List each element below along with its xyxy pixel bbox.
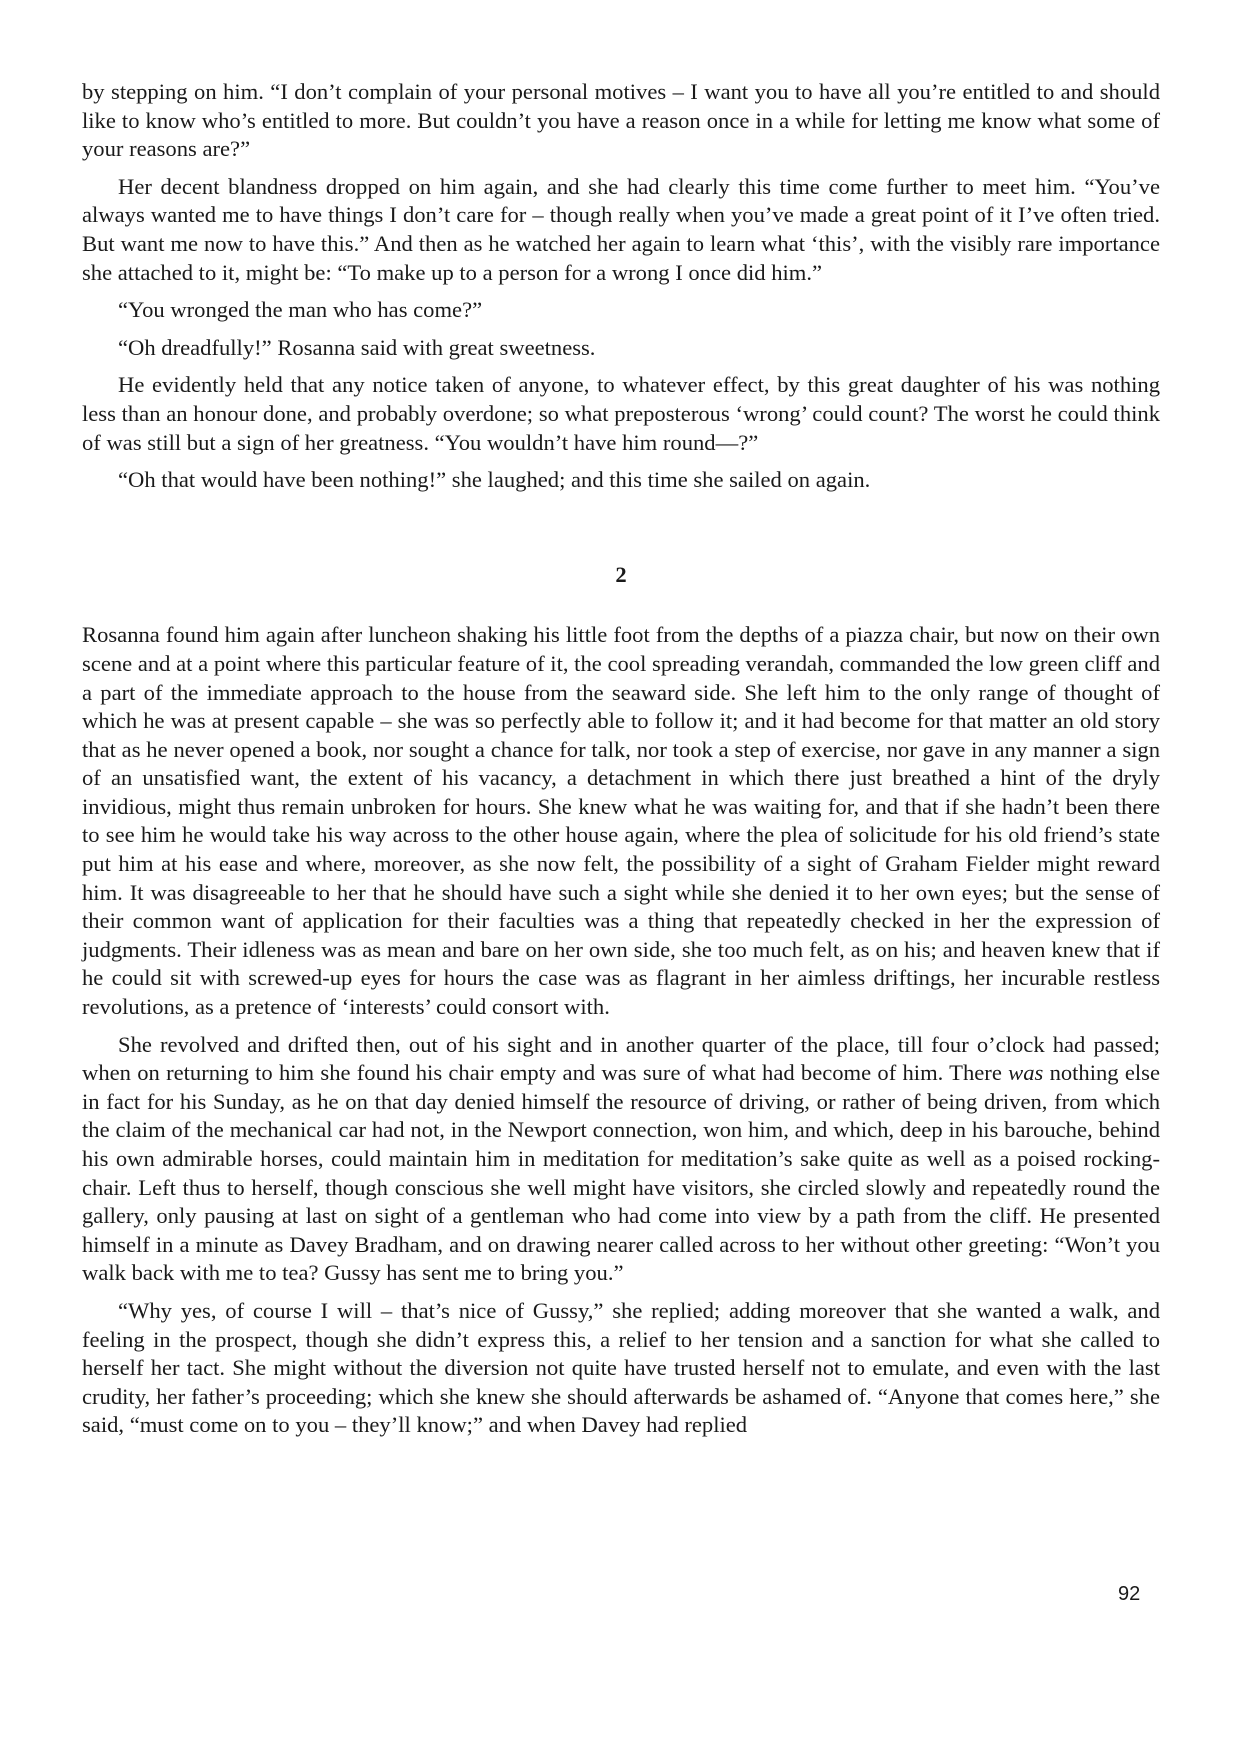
paragraph-8-before: She revolved and drifted then, out of his sight and in another quarter of the place, till four o’clock had passed; when on returning to him she found his chair empty and was sure of what had become of him. There [82,1031,1160,1086]
paragraph-4: “Oh dreadfully!” Rosanna said with great sweetness. [118,334,596,360]
paragraph-9: “Why yes, of course I will – that’s nice of Gussy,” she replied; adding moreover that she wanted a walk, and feeling in the prospect, though she didn’t express this, a relief to her tension and a sanction for what she called to herself her tact. She might without the diversion not quite have trusted herself not to emulate, and even with the last crudity, her father’s proceeding; which she knew she should afterwards be ashamed of. “Anyone that comes here,” she said, “must come on to you – they’ll know;” and when Davey had replied [82,1297,1160,1438]
paragraph-8 [82,1031,1160,1288]
chapter-heading: 2 [615,561,627,587]
paragraph-6: “Oh that would have been nothing!” she laughed; and this time she sailed on again. [118,467,871,493]
paragraph-7: Rosanna found him again after luncheon shaking his little foot from the depths of a piazza chair, but now on their own scene and at a point where this particular feature of it, the cool spreading verandah, commanded the low green cliff and a part of the immediate approach to the house from the seaward side. She left him to the only range of thought of which he was at present capable – she was so perfectly able to follow it; and it had become for that matter an old story that as he never opened a book, nor sought a chance for talk, nor took a step of exercise, nor gave in any manner a sign of an unsatisfied want, the extent of his vacancy, a detachment in which there just breathed a hint of the dryly invidious, might thus remain unbroken for hours. She knew what he was waiting for, and that if she hadn’t been there to see him he would take his way across to the other house again, where the plea of solicitude for his old friend’s state put him at his ease and where, moreover, as she now felt, the possibility of a sight of Graham Fielder might reward him. It was disagreeable to her that he should have such a sight while she denied it to her own eyes; but the sense of their common want of application for their faculties was a thing that repeatedly checked in her the expression of judgments. Their idleness was as mean and bare on her own side, she too much felt, as on his; and heaven knew that if he could sit with screwed-up eyes for hours the case was as flagrant in her aimless driftings, her incurable restless revolutions, as a pretence of ‘interests’ could consort with. [82,622,1160,1020]
paragraph-2: Her decent blandness dropped on him again, and she had clearly this time come further to meet him. “You’ve always wanted me to have things I don’t care for – though really when you’ve made a great point of it I’ve often tried. But want me now to have this.” And then as he watched her again to learn what ‘this’, with the visibly rare importance she attached to it, might be: “To make up to a person for a wrong I once did him.” [82,173,1160,285]
page-number: 92 [1118,1583,1141,1605]
page-body [82,78,1160,1449]
paragraph-1: by stepping on him. “I don’t complain of your personal motives – I want you to have all you’re entitled to and should like to know who’s entitled to more. But couldn’t you have a reason once in a while for letting me know what some of your reasons are?” [82,79,1160,162]
paragraph-8-after: nothing else in fact for his Sunday, as he on that day denied himself the resource of driving, or rather of being driven, from which the claim of the mechanical car had not, in the Newport connection, won him, and which, deep in his barouche, behind his own admirable horses, could maintain him in meditation for meditation’s sake quite as well as a poised rocking-chair. Left thus to herself, though conscious she well might have visitors, she circled slowly and repeatedly round the gallery, only pausing at last on sight of a gentleman who had come into view by a path from the cliff. He presented himself in a minute as Davey Bradham, and on drawing nearer called across to her without other greeting: “Won’t you walk back with me to tea? Gussy has sent me to bring you.” [82,1060,1160,1286]
paragraph-3: “You wronged the man who has come?” [118,297,483,323]
paragraph-8-emphasis: was [1008,1060,1044,1086]
paragraph-5: He evidently held that any notice taken of anyone, to whatever effect, by this great daughter of his was nothing less than an honour done, and probably overdone; so what preposterous ‘wrong’ could count? The worst he could think of was still but a sign of her greatness. “You wouldn’t have him round—?” [82,372,1160,455]
